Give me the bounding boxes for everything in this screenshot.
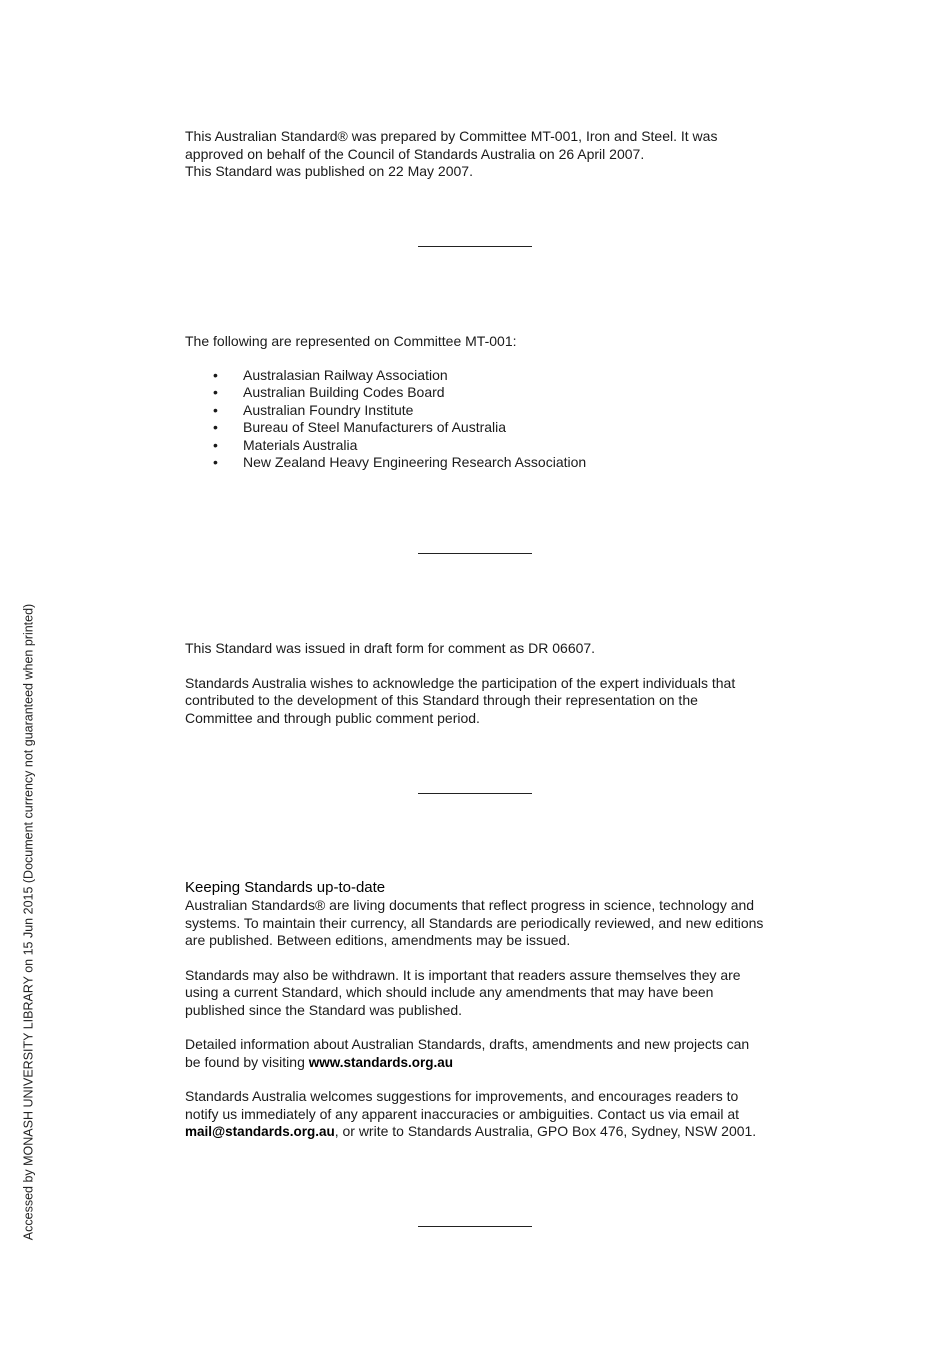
list-item: • New Zealand Heavy Engineering Research Association [185,454,785,472]
section-divider [418,1226,532,1227]
prep-line: This Standard was published on 22 May 2007. [185,163,473,179]
paragraph-line: Detailed information about Australian Standards, drafts, amendments and new projects can [185,1036,750,1052]
committee-section [185,333,785,472]
list-item: • Bureau of Steel Manufacturers of Australia [185,419,785,437]
paragraph-line: Standards Australia welcomes suggestions for improvements, and encourages readers to [185,1088,739,1104]
paragraph-line: Standards may also be withdrawn. It is important that readers assure themselves they are [185,966,741,983]
draft-section [185,640,785,727]
ack-line: contributed to the development of this Standard through their representation on the [185,692,698,708]
paragraph-line: systems. To maintain their currency, all Standards are periodically reviewed, and new editions [185,914,764,931]
ack-line: Committee and through public comment period. [185,709,480,726]
committee-member-list [185,367,785,472]
list-item: • Australasian Railway Association [185,367,785,385]
list-item: • Australian Foundry Institute [185,402,785,420]
email-link[interactable]: mail@standards.org.au [185,1124,335,1139]
prep-line: approved on behalf of the Council of Standards Australia on 26 April 2007. [185,145,645,162]
list-item: • Materials Australia [185,437,785,455]
section-divider [418,553,532,554]
text-span: , or write to Standards Australia, GPO Box 476, Sydney, NSW 2001. [334,1123,757,1139]
paragraph-line [185,1054,785,1072]
list-item: • Australian Building Codes Board [185,384,785,402]
section-divider [418,793,532,794]
paragraph-line: notify us immediately of any apparent inaccuracies or ambiguities. Contact us via email at [185,1105,740,1122]
paragraph-line: using a current Standard, which should include any amendments that may have been [185,984,714,1000]
section-heading: Keeping Standards up-to-date [185,879,386,896]
paragraph-line: are published. Between editions, amendments may be issued. [185,932,571,948]
ack-line: Standards Australia wishes to acknowledge the participation of the expert individuals that [185,674,736,691]
acknowledgement-paragraph [185,675,785,728]
text-span: be found by visiting [185,1053,309,1070]
keeping-up-to-date-section [185,879,785,1141]
paragraph-line: Australian Standards® are living documents that reflect progress in science, technology and [185,897,755,913]
draft-issued: This Standard was issued in draft form for comment as DR 06607. [185,640,596,656]
committee-intro: The following are represented on Committee MT-001: [185,333,517,349]
section-divider [418,246,532,247]
prep-line: This Australian Standard® was prepared by Committee MT-001, Iron and Steel. It was [185,128,718,144]
paragraph-line: published since the Standard was published. [185,1001,463,1018]
paragraph [185,897,785,950]
preparation-statement [185,128,785,181]
website-link[interactable]: www.standards.org.au [308,1054,454,1070]
paragraph-line [185,1123,785,1141]
paragraph [185,1088,785,1141]
access-watermark: Accessed by MONASH UNIVERSITY LIBRARY on 15 Jun 2015 (Document currency not guaranteed when printed) [21,603,36,1241]
paragraph [185,967,785,1020]
paragraph [185,1036,785,1071]
